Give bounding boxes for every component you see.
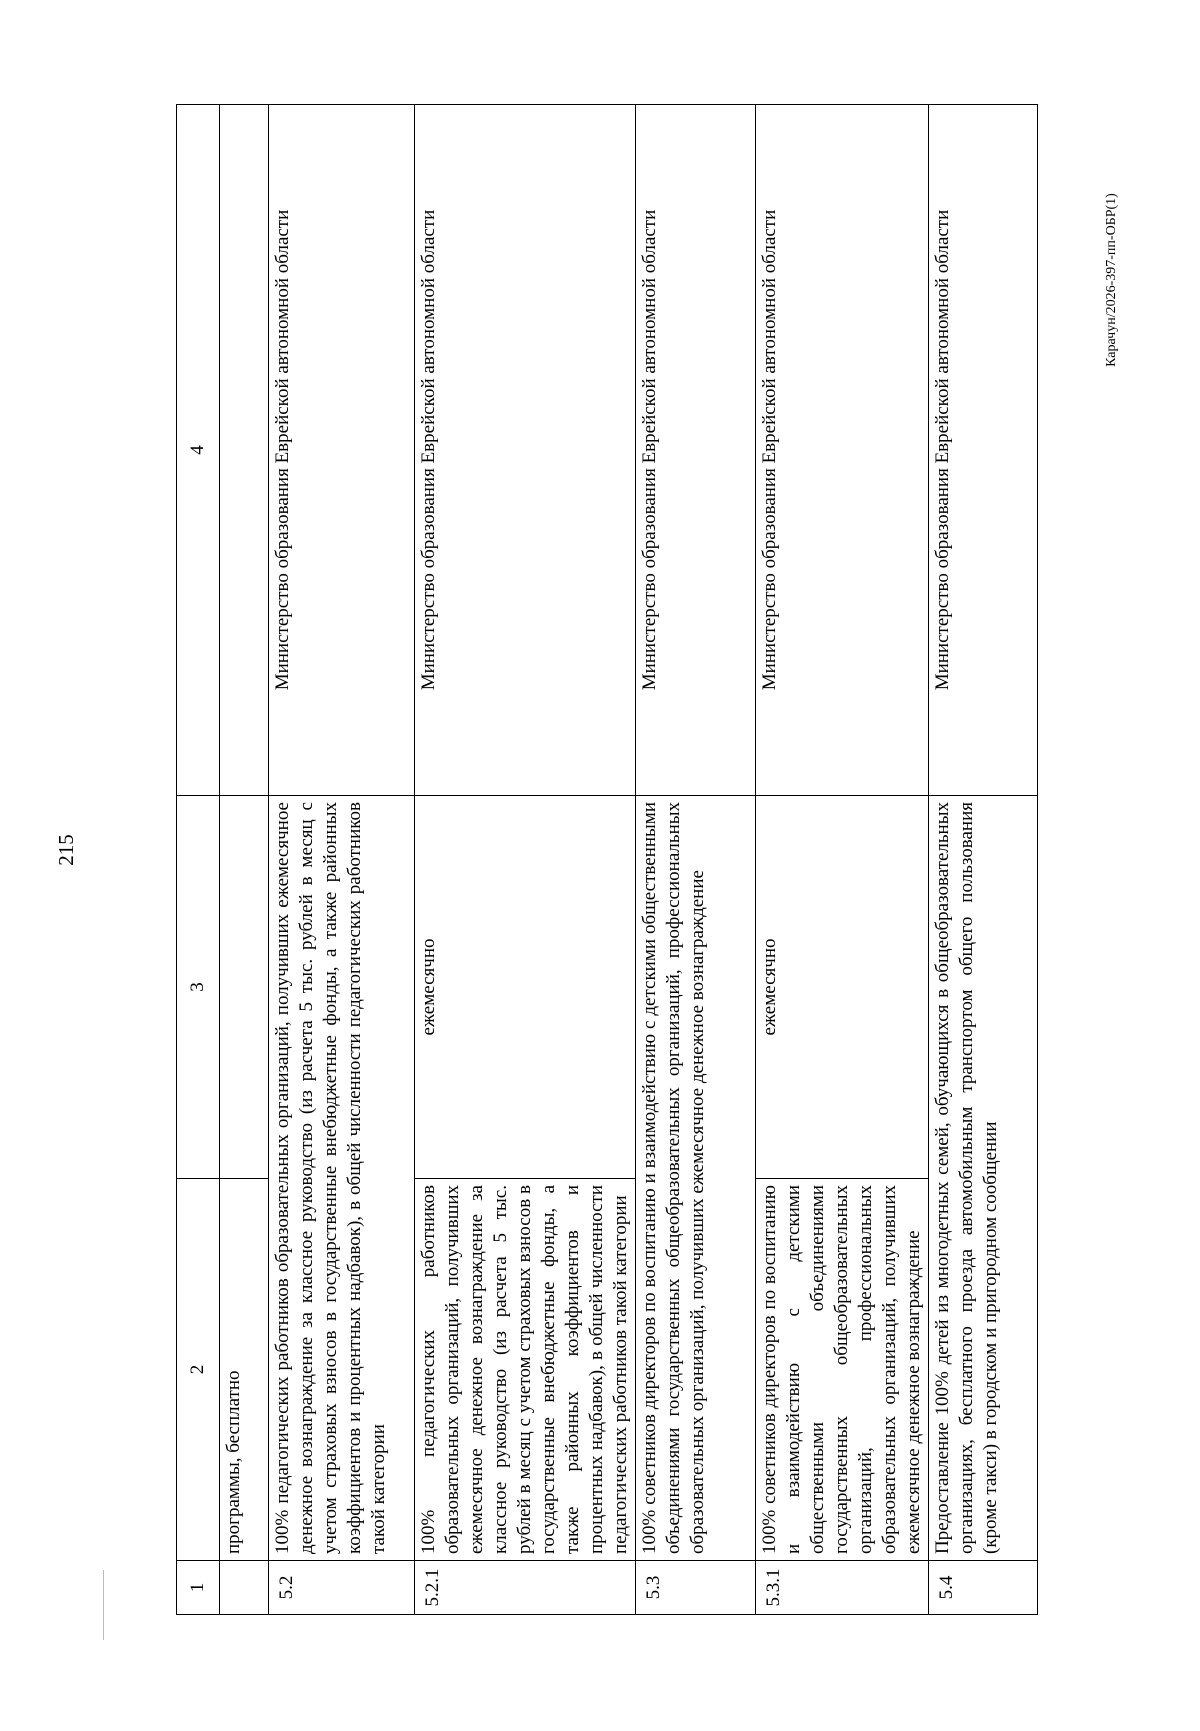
row-description: Предоставление 100% детей из многодетных семей, обучающихся в общеобразовательных организациях, бесплатного проезда автомобильным транспортом общего пользования (кроме такси) в городском и пригородном сообщении [929,796,1038,1561]
row-period [220,796,269,1179]
row-period: ежемесячно [756,796,929,1179]
row-description: 100% педагогических работников образовательных организаций, получивших ежемесячное денежное вознаграждение за классное руководство (из расчета 5 тыс. рублей в месяц с учетом страховых взносов в государственные внебюджетные фонды, а также районных коэффициентов и процентных надбавок), в общей численности педагогических работников такой категории [269,796,415,1561]
row-number: 5.3 [636,1561,756,1615]
row-number: 5.2.1 [415,1561,636,1615]
table-row [636,105,756,1615]
row-description: 100% советников директоров по воспитанию и взаимодействию с детскими общественными объединениями государственных общеобразовательных организаций, профессиональных образовательных организаций, получивших ежемесячное денежное вознаграждение [756,1179,929,1561]
table-row [415,105,636,1615]
rotated-table-container [176,105,1038,1615]
table-row [220,105,269,1615]
table-row [269,105,415,1615]
row-number: 5.4 [929,1561,1038,1615]
header-row [177,105,220,1615]
header-cell-1: 1 [177,1561,220,1615]
table-row [929,105,1038,1615]
row-number: 5.3.1 [756,1561,929,1615]
row-ministry: Министерство образования Еврейской автономной области [636,105,756,796]
table-row [756,105,929,1615]
row-period: ежемесячно [415,796,636,1179]
document-code: Карачун/2026-397-пп-ОБР(1) [1104,193,1119,367]
header-cell-3: 3 [177,796,220,1179]
row-ministry: Министерство образования Еврейской автономной области [929,105,1038,796]
measures-table [176,104,1038,1615]
row-ministry: Министерство образования Еврейской автономной области [756,105,929,796]
row-description: программы, бесплатно [220,1179,269,1561]
row-number [220,1561,269,1615]
margin-rule [103,1570,104,1640]
page-number: 215 [54,834,78,866]
header-cell-2: 2 [177,1179,220,1561]
row-ministry [220,105,269,796]
row-ministry: Министерство образования Еврейской автономной области [415,105,636,796]
row-description: 100% педагогических работников образовательных организаций, получивших ежемесячное денежное вознаграждение за классное руководство (из расчета 5 тыс. рублей в месяц с учетом страховых взносов в государственные внебюджетные фонды, а также районных коэффициентов и процентных надбавок), в общей численности педагогических работников такой категории [415,1179,636,1561]
row-ministry: Министерство образования Еврейской автономной области [269,105,415,796]
row-description: 100% советников директоров по воспитанию и взаимодействию с детскими общественными объединениями государственных общеобразовательных организаций, профессиональных образовательных организаций, получивших ежемесячное денежное вознаграждение [636,796,756,1561]
header-cell-4: 4 [177,105,220,796]
row-number: 5.2 [269,1561,415,1615]
